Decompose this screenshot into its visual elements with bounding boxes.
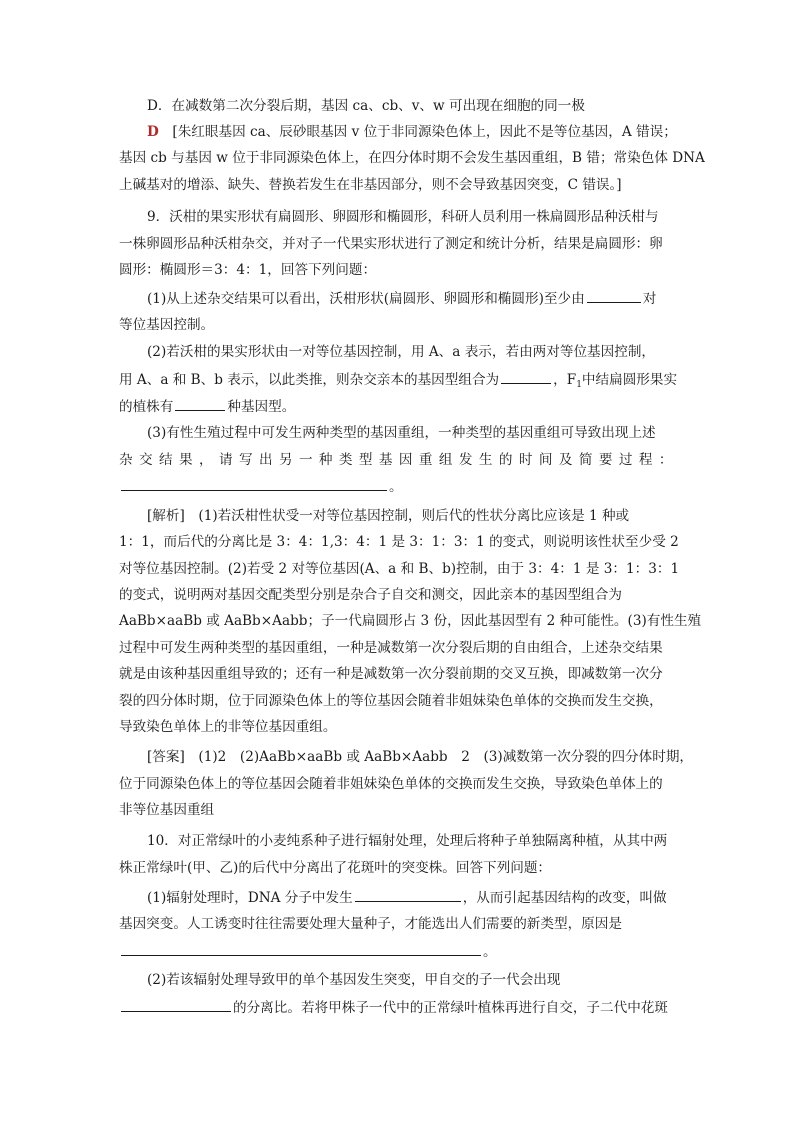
text-line: 基因突变。人工诱变时往往需要处理大量种子，才能选出人们需要的新类型，原因是 <box>119 916 622 932</box>
text-line: 杂交结果，请写出另一种类型基因重组发生的时间及简要过程： <box>119 452 679 468</box>
answer-blank <box>175 394 225 411</box>
text-line: 一株卵圆形品种沃柑杂交，并对子一代果实形状进行了测定和统计分析，结果是扁圆形：卵 <box>119 236 663 252</box>
answer-blank <box>121 474 387 491</box>
text-line: 用 A、a 和 B、b 表示，以此类推，则杂交亲本的基因型组合为 ，$F_1$中结扁圆形果实 <box>119 367 677 391</box>
text-line: 。 <box>119 474 403 498</box>
text-line: 导致染色单体上的非等位基因重组。 <box>119 719 337 735</box>
question-10-stem: 10．对正常绿叶的小麦纯系种子进行辐射处理，处理后将种子单独隔离种植，从其中两 <box>147 833 668 849</box>
text-line: 1：1，而后代的分离比是 3：4：1,3：4：1 是 3：1：3：1 的变式，则说明该性状至少受 2 <box>119 534 679 550</box>
text-line: 基因 cb 与基因 w 位于非同源染色体上，在四分体时期不会发生基因重组，B 错；常染色体 DNA <box>119 150 705 166</box>
text-line: 就是由该种基因重组导致的；还有一种是减数第一次分裂前期的交叉互换，即减数第一次分 <box>119 666 663 682</box>
text-line: 位于同源染色体上的等位基因会随着非姐妹染色单体的交换而发生交换，导致染色单体上的 <box>119 776 663 792</box>
text-line: 上碱基对的增添、缺失、替换若发生在非基因部分，则不会导致基因突变，C 错误。] <box>119 177 622 193</box>
answer-blank <box>121 939 481 956</box>
question-9-part-3: (3)有性生殖过程中可发生两种类型的基因重组，一种类型的基因重组可导致出现上述 <box>147 425 656 441</box>
question-10-part-2: (2)若该辐射处理导致甲的单个基因发生突变，甲自交的子一代会出现 <box>147 972 561 988</box>
text-line: 非等位基因重组 <box>119 802 215 818</box>
answer-letter: D <box>147 124 159 140</box>
text-line: 的分离比。若将甲株子一代中的正常绿叶植株再进行自交，子二代中花斑 <box>119 995 668 1019</box>
option-d: D．在减数第二次分裂后期，基因 ca、cb、v、w 可出现在细胞的同一极 <box>147 98 585 114</box>
text-line: 。 <box>119 939 497 963</box>
analysis-heading-line: [解析] (1)若沃柑性状受一对等位基因控制，则后代的性状分离比应该是 1 种或 <box>147 508 630 524</box>
question-9-stem: 9．沃柑的果实形状有扁圆形、卵圆形和椭圆形，科研人员利用一株扁圆形品种沃柑与 <box>147 209 659 225</box>
question-10-part-1: (1)辐射处理时，DNA 分子中发生 ，从而引起基因结构的改变，叫做 <box>147 885 667 909</box>
text-line: 对等位基因控制。(2)若受 2 对等位基因(A、a 和 B、b)控制，由于 3：4：1 是 3：1：3：1 <box>119 561 680 577</box>
text-line: 等位基因控制。 <box>119 317 215 333</box>
answer-line: [答案] (1)2 (2)AaBb×aaBb 或 AaBb×Aabb 2 (3)减数第一次分裂的四分体时期， <box>147 749 694 765</box>
text-line: 的植株有 种基因型。 <box>119 394 295 418</box>
text-line: 的变式，说明两对基因交配类型分别是杂合子自交和测交，因此亲本的基因型组合为 <box>119 587 622 603</box>
answer-blank <box>355 885 461 902</box>
text-line: 裂的四分体时期，位于同源染色体上的等位基因会随着非姐妹染色单体的交换而发生交换， <box>119 693 663 709</box>
answer-explanation-line: D [朱红眼基因 ca、辰砂眼基因 v 位于非同源染色体上，因此不是等位基因，A 错误； <box>147 124 677 140</box>
answer-tag: [答案] <box>147 749 185 765</box>
text-line: 圆形：椭圆形＝3：4：1，回答下列问题： <box>119 262 377 278</box>
text-line: 过程中可发生两种类型的基因重组，一种是减数第一次分裂后期的自由组合，上述杂交结果 <box>119 640 663 656</box>
answer-blank <box>501 367 551 384</box>
answer-blank <box>121 995 231 1012</box>
answer-blank <box>587 286 641 303</box>
text-line: 株正常绿叶(甲、乙)的后代中分离出了花斑叶的突变株。回答下列问题： <box>119 860 552 876</box>
question-9-part-2: (2)若沃柑的果实形状由一对等位基因控制，用 A、a 表示，若由两对等位基因控制， <box>147 344 656 360</box>
question-9-part-1: (1)从上述杂交结果可以看出，沃柑形状(扁圆形、卵圆形和椭圆形)至少由 对 <box>147 286 656 310</box>
text-line: AaBb×aaBb 或 AaBb×Aabb；子一代扁圆形占 3 份，因此基因型有 2 种可能性。(3)有性生殖 <box>119 613 702 629</box>
